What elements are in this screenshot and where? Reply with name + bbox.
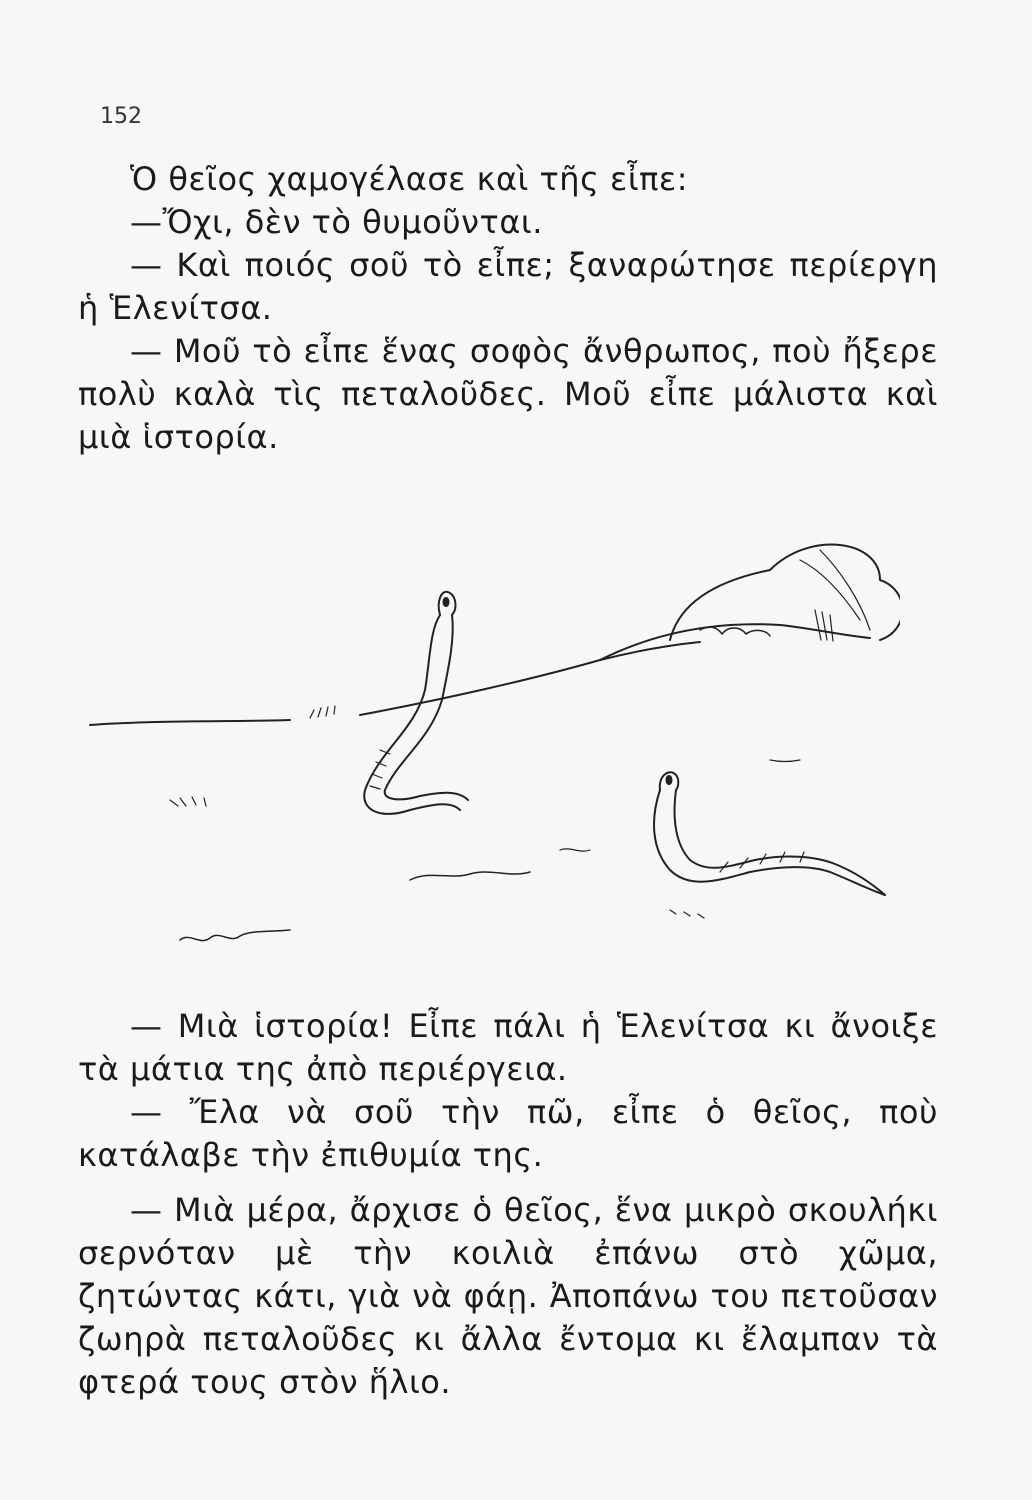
- page-number: 152: [100, 104, 142, 129]
- paragraph: — Μοῦ τὸ εἶπε ἕνας σοφὸς ἄνθρωπος, ποὺ ἤξερε πολὺ καλὰ τὶς πεταλοῦδες. Μοῦ εἶπε μάλιστα καὶ μιὰ ἱστορία.: [78, 332, 938, 456]
- paragraph: — Ἔλα νὰ σοῦ τὴν πῶ, εἶπε ὁ θεῖος, ποὺ κατάλαβε τὴν ἐπιθυμία της.: [78, 1093, 938, 1174]
- text-block-bottom: [78, 1005, 938, 1404]
- paragraph: —Ὄχι, δὲν τὸ θυμοῦνται.: [130, 203, 543, 241]
- paragraph: — Καὶ ποιός σοῦ τὸ εἶπε; ξαναρώτησε περίεργη ἡ Ἑλενίτσα.: [78, 246, 938, 327]
- text-block-top: [78, 158, 938, 459]
- paragraph: — Μιὰ μέρα, ἄρχισε ὁ θεῖος, ἕνα μικρὸ σκουλήκι σερνόταν μὲ τὴν κοιλιὰ ἐπάνω στὸ χῶμα, ζητώντας κάτι, γιὰ νὰ φάῃ. Ἀποπάνω του πετοῦσαν ζωηρὰ πεταλοῦδες κι ἄλλα ἔντομα κι ἔλαμπαν τὰ φτερά τους στὸν ἥλιο.: [78, 1191, 938, 1401]
- worms-sketch-icon: [80, 500, 900, 960]
- paragraph: Ὁ θεῖος χαμογέλασε καὶ τῆς εἶπε:: [130, 160, 688, 198]
- paragraph: — Μιὰ ἱστορία! Εἶπε πάλι ἡ Ἑλενίτσα κι ἄνοιξε τὰ μάτια της ἀπὸ περιέργεια.: [78, 1007, 938, 1088]
